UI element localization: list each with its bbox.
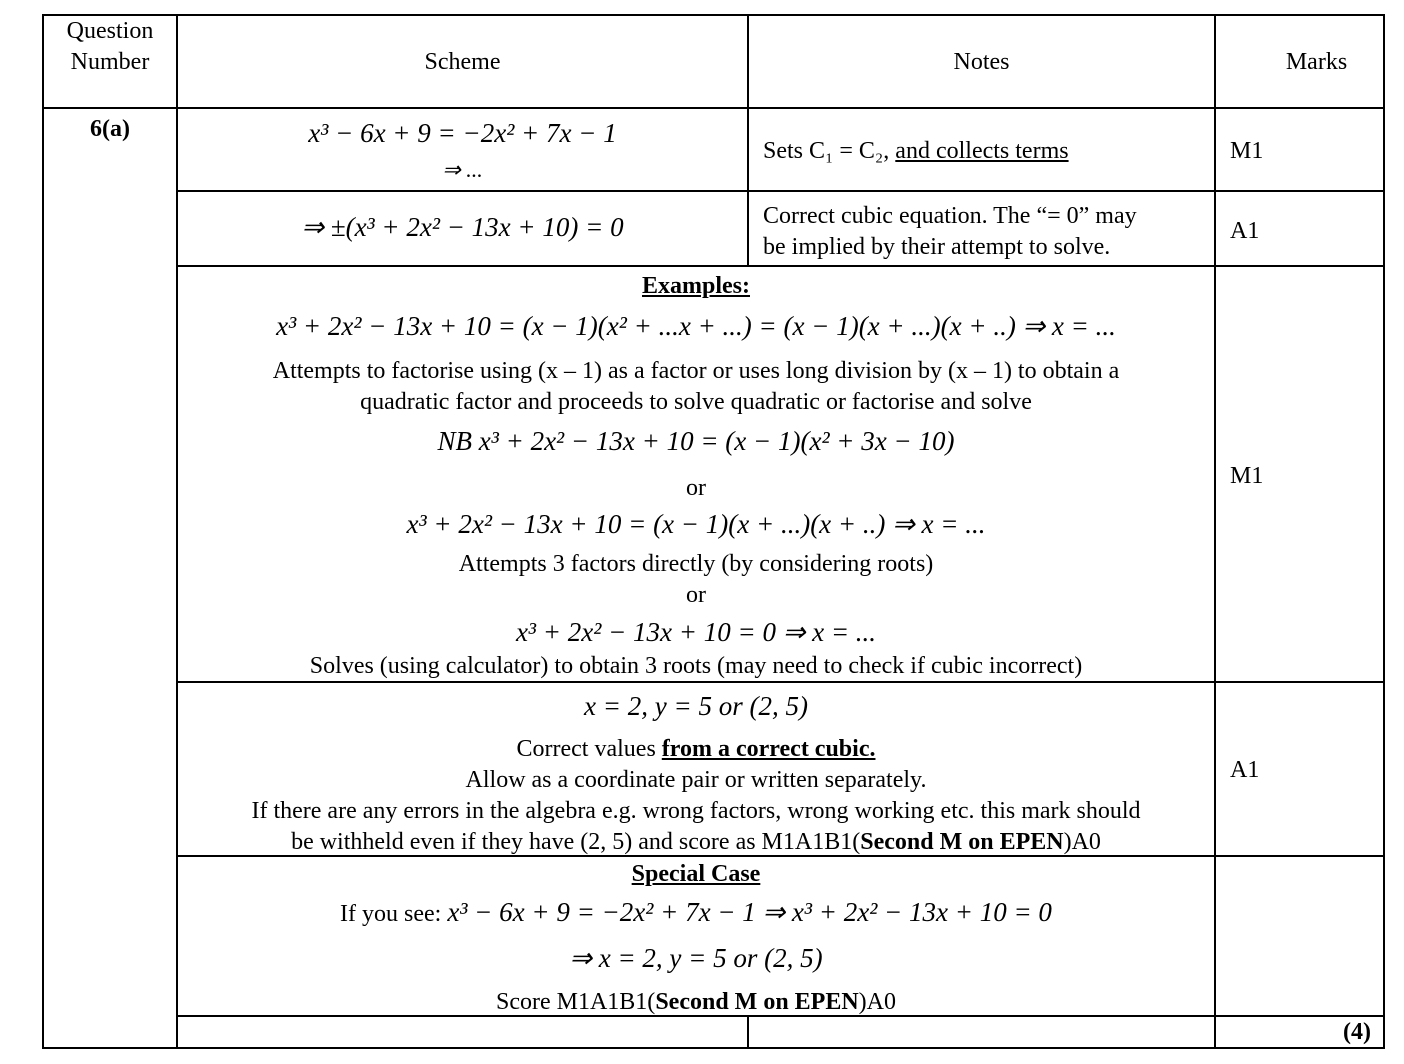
header-question-number: Question Number [66, 18, 154, 75]
row-3-scheme: Examples: x³ + 2x² − 13x + 10 = (x − 1)(x² + ...x + ...) = (x − 1)(x + ...)(x + ..) ⇒ x = ... Attempts to factorise using (x – 1) as a factor or uses long division by (x – 1) to obtain a quadratic factor and proceeds to solve quadratic or factorise and solve NB x³ + 2x² − 13x + 10 = (x − 1)(x² + 3x − 10) or x³ + 2x² − 13x + 10 = (x − 1)(x + ...)(x + ..) ⇒ x = ... Attempts 3 factors directly (by considering roots) or x³ + 2x² − 13x + 10 = 0 ⇒ x = ... Solves (using calculator) to obtain 3 roots (may need to check if cubic incorrect) [272, 273, 1120, 679]
row-2-scheme: ⇒ ±(x³ + 2x² − 13x + 10) = 0 [301, 212, 624, 242]
table-border-left [42, 14, 44, 1049]
row-1-notes: Sets C₁ = C₂, and collects terms [763, 138, 1069, 164]
header-notes: Notes [953, 49, 1010, 75]
header-marks: Marks [1285, 49, 1348, 75]
row-4-scheme: x = 2, y = 5 or (2, 5) Correct values from a correct cubic. Allow as a coordinate pair or written separately. If there are any errors in the algebra e.g. wrong factors, wrong working etc. this mark should be withheld even if they have (2, 5) and score as M1A1B1(Second M on EPEN)A0 [251, 691, 1141, 855]
table-border-right [1383, 14, 1385, 1049]
col-divider [747, 1015, 749, 1049]
table-border-bottom [42, 1047, 1385, 1049]
row-5-scheme: Special Case If you see: x³ − 6x + 9 = −2x² + 7x − 1 ⇒ x³ + 2x² − 13x + 10 = 0 ⇒ x = 2, y = 5 or (2, 5) Score M1A1B1(Second M on EPEN)A0 [340, 861, 1052, 1015]
col-divider [1214, 14, 1216, 1049]
header-scheme: Scheme [424, 49, 501, 75]
table-border-top [42, 14, 1385, 16]
header-divider [42, 107, 1385, 109]
row-1-scheme: x³ − 6x + 9 = −2x² + 7x − 1 ⇒ ... [308, 118, 617, 182]
